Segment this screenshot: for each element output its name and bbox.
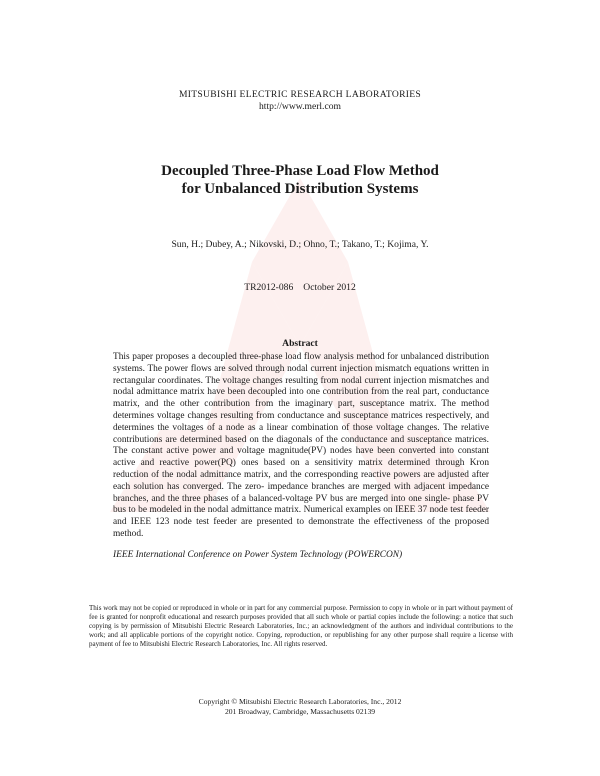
publication-venue: IEEE International Conference on Power System Technology (POWERCON) (113, 550, 403, 560)
lab-name: MITSUBISHI ELECTRIC RESEARCH LABORATORIES (178, 89, 422, 100)
report-date: October 2012 (303, 282, 356, 293)
lab-url[interactable]: http://www.merl.com (259, 101, 341, 112)
paper-title-line-1: Decoupled Three-Phase Load Flow Method (161, 163, 439, 179)
author-list: Sun, H.; Dubey, A.; Nikovski, D.; Ohno, T.; Takano, T.; Kojima, Y. (171, 239, 429, 250)
address-line: 201 Broadway, Cambridge, Massachusetts 02139 (224, 707, 376, 716)
report-info (0, 282, 600, 293)
paper-title-line-2: for Unbalanced Distribution Systems (181, 181, 419, 197)
abstract-text: This paper proposes a decoupled three-phase load flow analysis method for unbalanced distribution systems. The power flows are solved through nodal current injection mismatch equations written in rectangular coordinates. The voltage changes resulting from nodal current injection mismatches and nodal admittance matrix have been decoupled into one contribution from the real part, conductance matrix, and the other contribution from the imaginary part, susceptance matrix. The method determines voltage changes resulting from conductance and susceptance matrices respectively, and determines the voltages of a node as a linear combination of those voltage changes. The relative contributions are determined based on the diagonals of the conductance and susceptance matrices. The constant active power and voltage magnitude(PV) nodes have been converted into constant active and reactive power(PQ) ones based on a sensitivity matrix determined through Kron reduction of the nodal admittance matrix, and the corresponding reactive powers are adjusted after each solution has converged. The zero- impedance branches are merged with adjacent impedance branches, and the three phases of a balanced-voltage PV bus are merged into one single- phase PV bus to be modeled in the nodal admittance matrix. Numerical examples on IEEE 37 node test feeder and IEEE 123 node test feeder are presented to demonstrate the effectiveness of the proposed method. (113, 352, 489, 539)
abstract-heading: Abstract (282, 338, 318, 349)
copyright-line: Copyright © Mitsubishi Electric Research Laboratories, Inc., 2012 (198, 697, 402, 706)
copy-permission-notice: This work may not be copied or reproduced in whole or in part for any commercial purpose. Permission to copy in whole or in part without payment of fee is granted for nonprofit educational and research purposes provided that all such whole or partial copies include the following: a notice that such copying is by permission of Mitsubishi Electric Research Laboratories, Inc.; an acknowledgment of the authors and individual contributions to the work; and all applicable portions of the copyright notice. Copying, reproduction, or republishing for any other purpose shall require a license with payment of fee to Mitsubishi Electric Research Laboratories, Inc. All rights reserved. (89, 604, 513, 649)
report-number: TR2012-086 (244, 282, 294, 293)
